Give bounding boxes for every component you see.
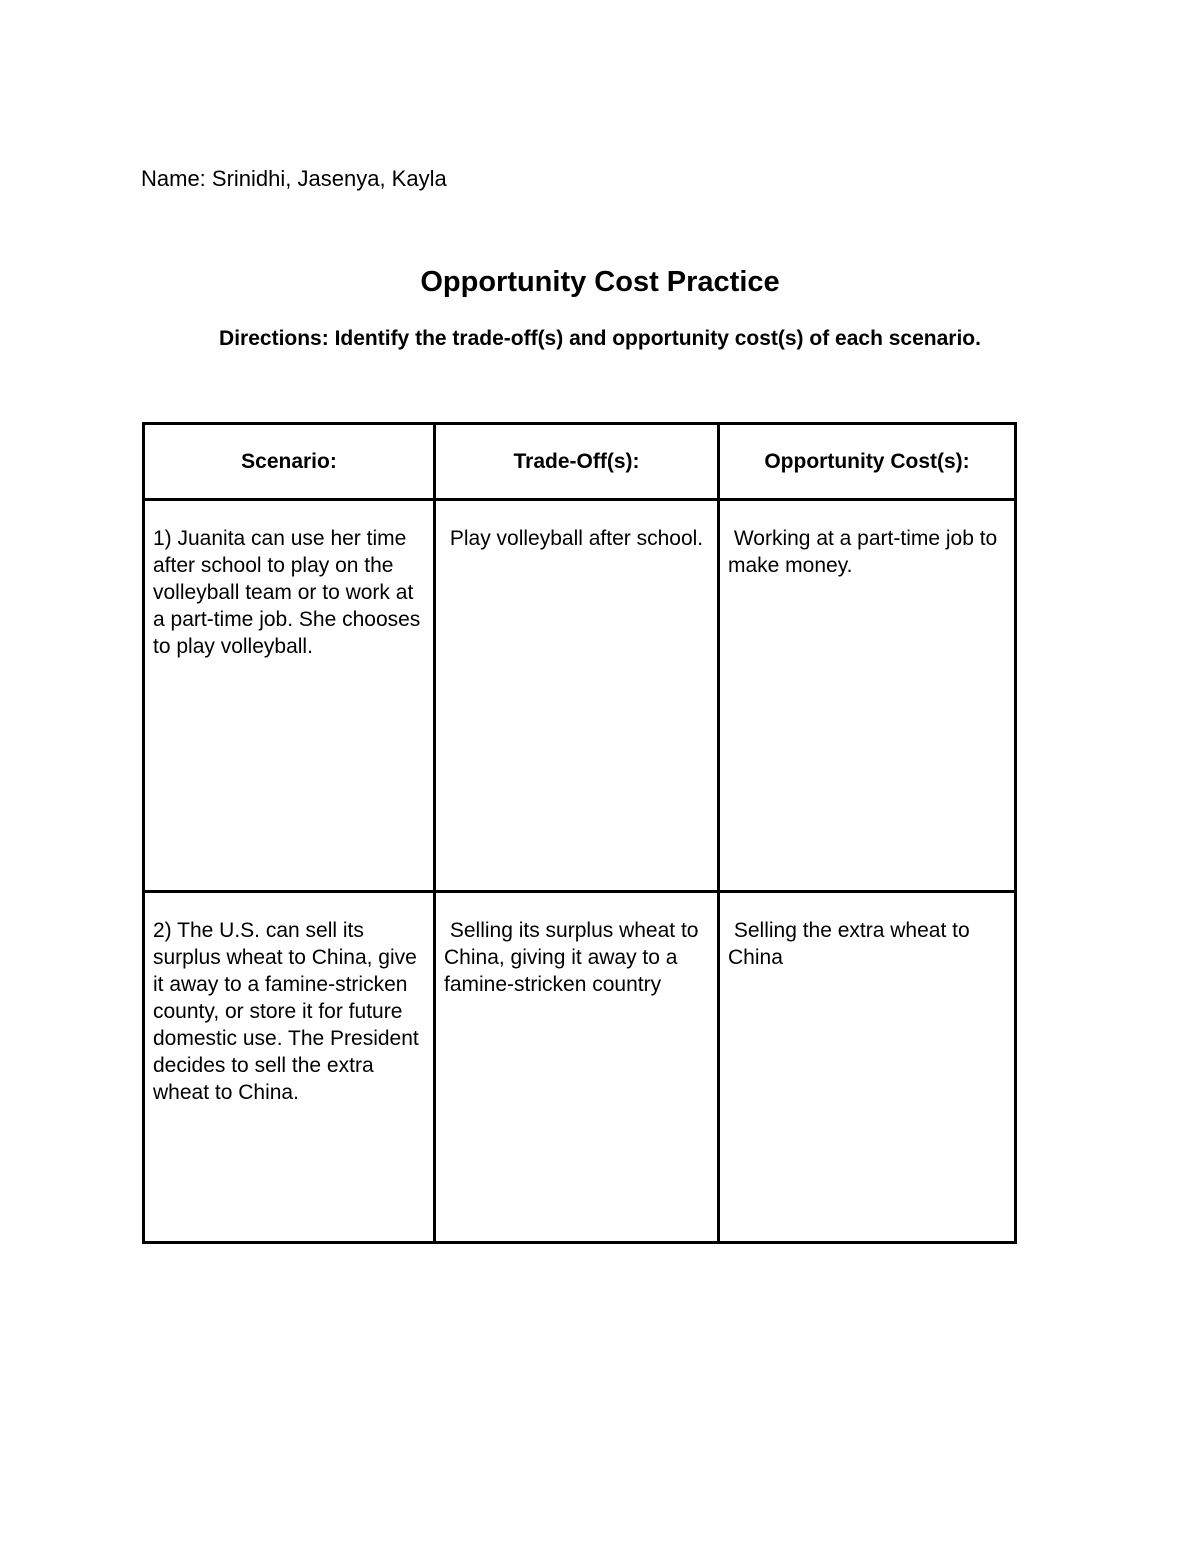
directions-text: Directions: Identify the trade-off(s) and opportunity cost(s) of each scenario. — [219, 327, 981, 350]
trade-off-cell — [435, 500, 719, 892]
header-trade-offs: Trade-Off(s): — [435, 424, 719, 500]
opportunity-cost-cell — [719, 892, 1016, 1243]
scenario-cell — [144, 500, 435, 892]
trade-off-cell — [435, 892, 719, 1243]
opportunity-cost-1-text: Working at a part-time job to make money. — [728, 527, 1004, 577]
header-opportunity-costs: Opportunity Cost(s): — [719, 424, 1016, 500]
table-header-row — [144, 424, 1016, 500]
table-row — [144, 500, 1016, 892]
table-row — [144, 892, 1016, 1243]
scenario-2-text: 2) The U.S. can sell its surplus wheat to China, give it away to a famine-stricken county, or store it for future domestic use. The President decides to sell the extra wheat to China. — [153, 919, 419, 1104]
opportunity-cost-2-text: Selling the extra wheat to China — [728, 919, 976, 969]
scenario-1-text: 1) Juanita can use her time after school to play on the volleyball team or to work at a part-time job. She chooses to play volleyball. — [153, 527, 421, 658]
page-title: Opportunity Cost Practice — [420, 266, 780, 298]
opportunity-cost-table — [142, 422, 1017, 1244]
header-scenario: Scenario: — [144, 424, 435, 500]
opportunity-cost-cell — [719, 500, 1016, 892]
trade-off-2-text: Selling its surplus wheat to China, giving it away to a famine-stricken country — [444, 919, 705, 996]
trade-off-1-text: Play volleyball after school. — [444, 527, 704, 550]
scenario-cell — [144, 892, 435, 1243]
student-names: Name: Srinidhi, Jasenya, Kayla — [141, 166, 447, 191]
